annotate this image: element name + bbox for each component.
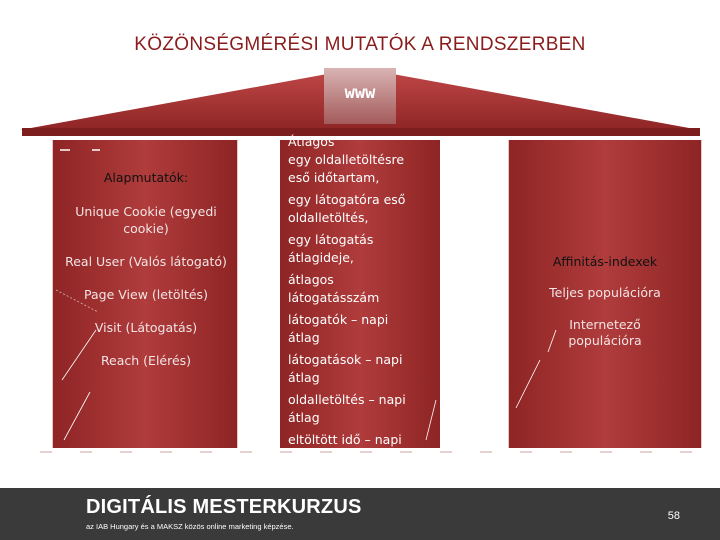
middle-pillar-line: átlag xyxy=(288,410,320,425)
middle-pillar-line: átlagideje, xyxy=(288,250,354,265)
right-pillar-item: Internetező populációra xyxy=(568,317,642,348)
middle-pillar-line: oldalletöltés – napi xyxy=(288,392,406,407)
middle-pillar-line: átlag xyxy=(288,330,320,345)
www-label: www xyxy=(344,83,376,103)
middle-pillar-line: oldalletöltés, xyxy=(288,210,369,225)
right-pillar-heading: Affinitás-indexek xyxy=(552,254,658,269)
middle-pillar-text xyxy=(288,133,440,465)
middle-pillar-line: látogatók – napi xyxy=(288,312,389,327)
middle-pillar-line: egy oldalletöltésre xyxy=(288,152,405,167)
left-pillar-item: Visit (Látogatás) xyxy=(94,320,198,335)
left-pillar-text xyxy=(56,170,236,385)
middle-pillar-line: átlagos xyxy=(288,272,334,287)
right-pillar-text xyxy=(510,254,700,349)
middle-pillar-line: egy látogatóra eső xyxy=(288,192,406,207)
left-pillar-item: Real User (Valós látogató) xyxy=(65,254,227,269)
brand-tagline: az IAB Hungary és a MAKSZ közös online marketing képzése. xyxy=(86,522,294,531)
left-pillar-item: Unique Cookie (egyedi cookie) xyxy=(75,204,217,236)
middle-pillar-line: eltöltött idő – napi xyxy=(288,432,402,447)
page-number: 58 xyxy=(667,510,680,522)
left-pillar-item: Reach (Elérés) xyxy=(100,353,192,368)
middle-pillar-line: átlag xyxy=(288,370,320,385)
middle-pillar-line: látogatásszám xyxy=(288,290,380,305)
left-pillar-heading: Alapmutatók: xyxy=(103,170,189,185)
slide-title: KÖZÖNSÉGMÉRÉSI MUTATÓK A RENDSZERBEN xyxy=(134,34,586,55)
middle-pillar-line: eső időtartam, xyxy=(288,170,380,185)
middle-pillar-line: átlag xyxy=(288,450,320,465)
middle-pillar-line: egy látogatás xyxy=(288,232,374,247)
middle-pillar-line: Átlagos xyxy=(288,134,335,149)
middle-pillar-line: látogatások – napi xyxy=(288,352,403,367)
right-pillar-item: Teljes populációra xyxy=(549,285,661,300)
brand-logo-text: DIGITÁLIS MESTERKURZUS xyxy=(86,496,362,518)
left-pillar-item: Page View (letöltés) xyxy=(84,287,208,302)
